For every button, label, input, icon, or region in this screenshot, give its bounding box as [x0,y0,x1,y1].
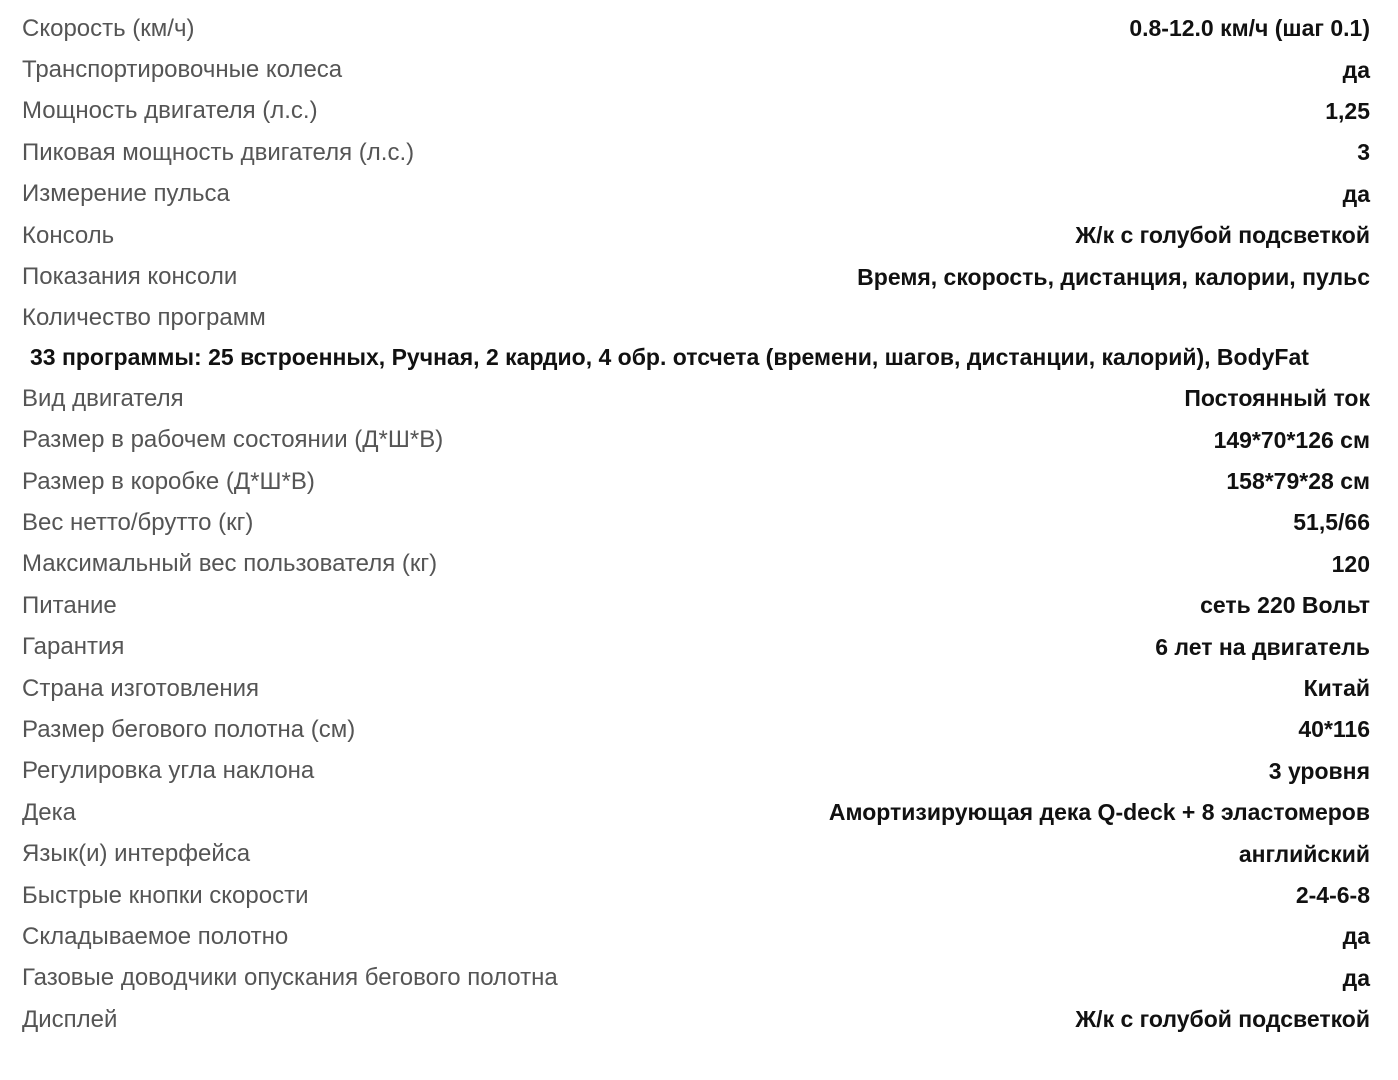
spec-value: 3 [1357,139,1370,166]
spec-row [22,585,1370,626]
spec-label: Размер в рабочем состоянии (Д*Ш*В) [22,426,444,454]
spec-label: Питание [22,591,117,619]
spec-label: Быстрые кнопки скорости [22,881,309,909]
programs-label: Количество программ [22,304,266,332]
spec-value: да [1342,180,1370,207]
spec-row [22,132,1370,173]
spec-label: Измерение пульса [22,180,230,208]
spec-row [22,461,1370,502]
spec-value: 158*79*28 см [1226,468,1370,495]
spec-row [22,378,1370,419]
spec-value: 51,5/66 [1293,509,1370,536]
spec-row [22,792,1370,833]
spec-label: Показания консоли [22,263,238,291]
spec-value: 1,25 [1325,97,1370,124]
spec-row [22,709,1370,750]
spec-label: Регулировка угла наклона [22,757,315,785]
spec-row [22,875,1370,916]
spec-row [22,916,1370,957]
spec-value: 120 [1331,550,1370,577]
spec-row [22,626,1370,667]
spec-value: 3 уровня [1268,757,1370,784]
spec-label: Складываемое полотно [22,922,289,950]
spec-value: 149*70*126 см [1213,426,1370,453]
spec-label: Дека [22,798,76,826]
specs-group-before [22,8,1370,298]
spec-row [22,256,1370,297]
spec-value: английский [1238,840,1370,867]
spec-value: да [1342,56,1370,83]
spec-value: 6 лет на двигатель [1155,633,1370,660]
spec-value: Амортизирующая дека Q-deck + 8 эластомеров [828,799,1370,826]
spec-value: Ж/к с голубой подсветкой [1075,222,1370,249]
spec-value: 0.8-12.0 км/ч (шаг 0.1) [1129,15,1370,42]
spec-label: Размер в коробке (Д*Ш*В) [22,467,315,495]
spec-label: Размер бегового полотна (см) [22,715,356,743]
spec-label: Консоль [22,221,115,249]
spec-value: да [1342,923,1370,950]
spec-value: сеть 220 Вольт [1200,592,1370,619]
spec-label: Максимальный вес пользователя (кг) [22,550,438,578]
spec-value: Постоянный ток [1184,385,1370,412]
spec-value: 40*116 [1298,716,1370,743]
spec-label: Скорость (км/ч) [22,14,195,42]
spec-value: 2-4-6-8 [1295,882,1370,908]
spec-label: Транспортировочные колеса [22,56,343,84]
spec-row [22,215,1370,256]
spec-row [22,999,1370,1040]
spec-row [22,174,1370,215]
spec-label: Пиковая мощность двигателя (л.с.) [22,138,415,166]
spec-row [22,49,1370,90]
spec-row [22,544,1370,585]
spec-row-programs [22,298,1370,339]
spec-row [22,420,1370,461]
spec-label: Вид двигателя [22,384,184,412]
spec-value: да [1342,964,1370,991]
specs-group-after [22,378,1370,1040]
spec-label: Мощность двигателя (л.с.) [22,97,318,125]
spec-label: Язык(и) интерфейса [22,840,251,868]
spec-value: Ж/к с голубой подсветкой [1075,1006,1370,1033]
spec-label: Страна изготовления [22,674,260,702]
spec-row [22,502,1370,543]
spec-row [22,91,1370,132]
programs-value: 33 программы: 25 встроенных, Ручная, 2 кардио, 4 обр. отсчета (времени, шагов, дистанции, калорий), BodyFat [30,344,1309,371]
spec-label: Дисплей [22,1005,118,1033]
spec-row [22,751,1370,792]
spec-value: Время, скорость, дистанция, калории, пульс [857,263,1370,290]
spec-label: Газовые доводчики опускания бегового полотна [22,964,558,992]
spec-row [22,668,1370,709]
spec-label: Вес нетто/брутто (кг) [22,508,254,536]
spec-row [22,958,1370,999]
spec-row [22,833,1370,874]
spec-label: Гарантия [22,633,125,661]
spec-value: Китай [1303,675,1370,702]
spec-row [22,8,1370,49]
